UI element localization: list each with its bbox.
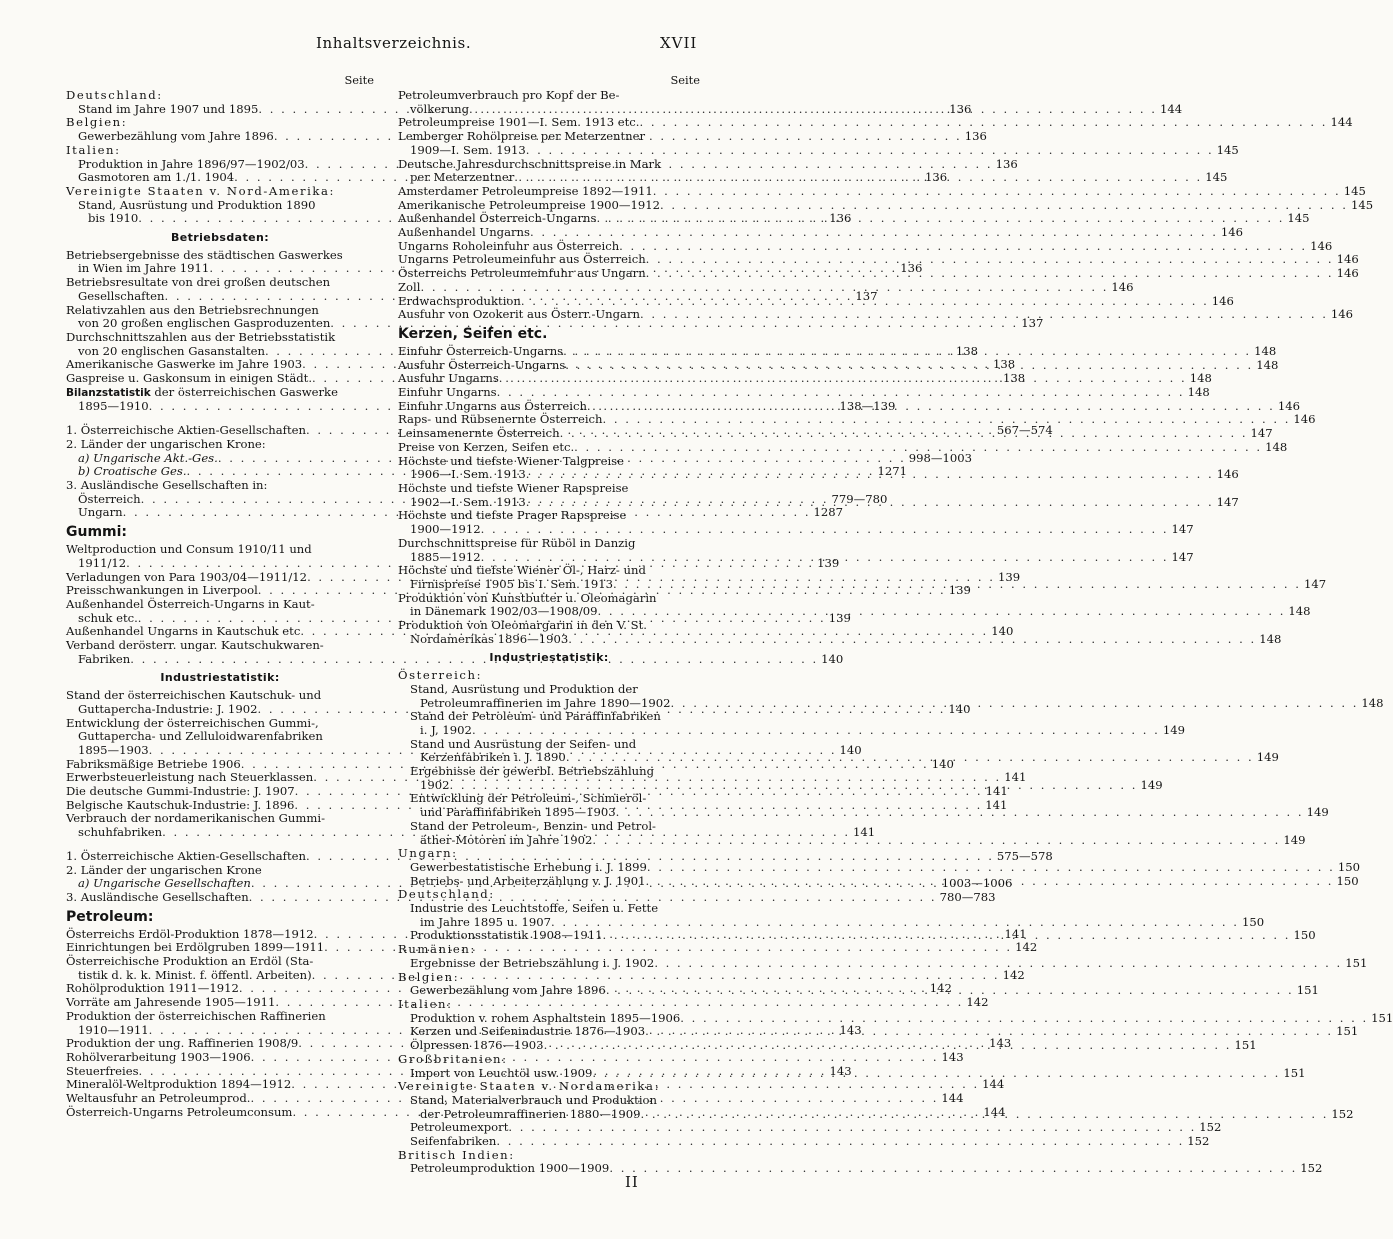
toc-entry-line: Stand der Petroleum- und Paraffinfabriken xyxy=(410,709,661,724)
toc-entry: Außenhandel Ungarns in Kautschuk etc . . . 140 xyxy=(66,625,374,639)
toc-entry: im Jahre 1895 u. 1907 . . . 150 xyxy=(398,916,700,930)
toc-entry: Kerzen und Seifenindustrie 1876—1903 . . . 151 xyxy=(398,1025,700,1039)
toc-entry: Einfuhr Ungarns . . . 148 xyxy=(398,386,700,400)
toc-entry-line: Stand der österreichischen Kautschuk- und xyxy=(66,688,322,703)
toc-entry: i. J, 1902 . . . 149 xyxy=(398,724,700,738)
section-country: Vereinigte Staaten v. Nordamerika: xyxy=(398,1079,661,1094)
toc-entry: Österreich-Ungarns Petroleumconsum . . . 144 xyxy=(66,1106,374,1120)
toc-entry: 1902—I. Sem. 1913 . . . 147 xyxy=(398,496,700,510)
toc-entry: Österreich . . . 779—780 xyxy=(66,493,374,507)
toc-entry: Amsterdamer Petroleumpreise 1892—1911 . . . 145 xyxy=(398,185,700,199)
toc-entry: Österreichs Petroleumeinfuhr aus Ungarn . . . 146 xyxy=(398,267,700,281)
toc-entry: Einfuhr Österreich-Ungarns . . . 148 xyxy=(398,345,700,359)
toc-entry-line: Stand, Materialverbrauch und Produktion xyxy=(410,1092,657,1107)
toc-entry: Gaspreise u. Gaskonsum in einigen Städt. . . . 138 xyxy=(66,372,374,386)
page-header xyxy=(0,34,763,58)
heading-petroleum: Petroleum: xyxy=(66,908,154,925)
toc-entry: Kerzenfabriken i. J. 1890 . . . 149 xyxy=(398,751,700,765)
toc-entry: Preisschwankungen in Liverpool . . . 139 xyxy=(66,584,374,598)
seite-label: Seite xyxy=(670,73,700,87)
toc-entry-line: Entwicklung der österreichischen Gummi-, xyxy=(66,715,319,730)
subheading-industriestatistik: Industriestatistik: xyxy=(489,651,609,665)
subheading-industriestatistik: Industriestatistik: xyxy=(160,671,280,685)
toc-entry: Betriebs- und Arbeiterzählung v. J. 1901 . . . 150 xyxy=(398,875,700,889)
toc-entry-line: Durchschnittszahlen aus der Betriebsstatistik xyxy=(66,329,336,344)
toc-entry: Petroleumpreise 1901—I. Sem. 1913 etc. . . . 144 xyxy=(398,116,700,130)
toc-entry: Ausfuhr von Ozokerit aus Österr.-Ungarn . . . 146 xyxy=(398,308,700,322)
toc-entry-line: Durchschnittspreise für Rüböl in Danzig xyxy=(398,535,636,550)
section-country: Ungarn: xyxy=(398,846,458,861)
toc-entry: Gewerbezählung vom Jahre 1896 . . . 136 xyxy=(66,130,374,144)
toc-entry: Fabriken . . . 140 xyxy=(66,653,374,667)
toc-entry: Zoll . . . 146 xyxy=(398,281,700,295)
page-title: Inhaltsverzeichnis. xyxy=(316,34,472,52)
heading-kerzen: Kerzen, Seifen etc. xyxy=(398,325,548,342)
toc-entry: 1. Österreichische Aktien-Gesellschaften . . . 567—574 xyxy=(66,424,374,438)
toc-entry: Amerikanische Gaswerke im Jahre 1903 . . . 138 xyxy=(66,358,374,372)
toc-entry: 1895—1903 . . . 140 xyxy=(66,744,374,758)
toc-entry: per Meterzentner . . . 145 xyxy=(398,171,700,185)
toc-entry-line: Entwicklung der Petroleum-, Schmieröl- xyxy=(410,791,647,806)
toc-entry: Steuerfreies . . . 143 xyxy=(66,1065,374,1079)
toc-entry: Ergebnisse der Betriebszählung i. J. 1902 . . . 151 xyxy=(398,957,700,971)
toc-entry: Die deutsche Gummi-Industrie: J. 1907 . . . 141 xyxy=(66,785,374,799)
toc-entry: Raps- und Rübsenernte Österreich . . . 146 xyxy=(398,413,700,427)
toc-entry-line: Höchste und tiefste Wiener Talgpreise xyxy=(398,453,624,468)
toc-entry: Einfuhr Ungarns aus Österreich . . . 146 xyxy=(398,400,700,414)
toc-entry: b) Croatische Ges. . . . 1271 xyxy=(66,465,374,479)
toc-entry: Außenhandel Österreich-Ungarns . . . 145 xyxy=(398,212,700,226)
section-country: Deutschland: xyxy=(66,88,163,102)
heading-gummi: Gummi: xyxy=(66,524,128,541)
toc-entry: Produktion v. rohem Asphaltstein 1895—1906 . . . 151 xyxy=(398,1012,700,1026)
toc-entry: Firnispreise 1905 bis I. Sem. 1913 . . . 147 xyxy=(398,578,700,592)
toc-entry-line: Höchste und tiefste Prager Rapspreise xyxy=(398,508,627,523)
toc-entry: Weltausfuhr an Petroleumprod. . . . 144 xyxy=(66,1092,374,1106)
toc-entry-line: Betriebsergebnisse des städtischen Gaswerkes xyxy=(66,247,343,262)
toc-entry: Ungarn . . . 1287 xyxy=(66,506,374,520)
signature-mark: II xyxy=(625,1173,639,1191)
seite-label: Seite xyxy=(344,73,374,87)
toc-entry: Gesellschaften . . . 137 xyxy=(66,290,374,304)
toc-entry: 1895—1910 . . . 138—139 xyxy=(66,400,374,414)
toc-entry-line: 2. Länder der ungarischen Krone xyxy=(66,862,262,877)
toc-entry: Petroleumproduktion 1900—1909 . . . 152 xyxy=(398,1162,700,1176)
section-country: Italien: xyxy=(66,142,121,157)
toc-entry: Produktion in Jahre 1896/97—1902/03 . . . 136 xyxy=(66,158,374,172)
toc-entry-line: Höchste und tiefste Wiener Öl-, Harz- und xyxy=(398,563,646,578)
toc-entry: 1. Österreichische Aktien-Gesellschaften . . . 575—578 xyxy=(66,850,374,864)
toc-entry: Gasmotoren am 1./1. 1904 . . . 136 xyxy=(66,171,374,185)
toc-entry: Produktionsstatistik 1908—1911 . . . 150 xyxy=(398,929,700,943)
toc-entry: Außenhandel Ungarns . . . 146 xyxy=(398,226,700,240)
toc-entry: Petroleumexport . . . 152 xyxy=(398,1121,700,1135)
toc-entry: Belgische Kautschuk-Industrie: J. 1896 . . . 141 xyxy=(66,799,374,813)
toc-entry: tistik d. k. k. Minist. f. öffentl. Arbeiten) . . . 142 xyxy=(66,969,374,983)
toc-entry-line: Weltproduction und Consum 1910/11 und xyxy=(66,542,312,557)
toc-entry: Leinsamenernte Österreich . . . 147 xyxy=(398,427,700,441)
toc-entry: 1902 . . . 149 xyxy=(398,779,700,793)
toc-entry: Erwerbsteuerleistung nach Steuerklassen . . . 141 xyxy=(66,771,374,785)
section-country: Österreich: xyxy=(398,668,483,683)
toc-entry: 1909—I. Sem. 1913 . . . 145 xyxy=(398,144,700,158)
toc-entry-line: Bilanzstatistik der österreichischen Gaswerke xyxy=(66,384,338,399)
toc-entry-line: Stand, Ausrüstung und Produktion der xyxy=(410,681,638,696)
toc-entry: schuhfabriken . . . 141 xyxy=(66,826,374,840)
toc-entry: Produktion der ung. Raffinerien 1908/9 . . . 143 xyxy=(66,1037,374,1051)
toc-entry: Ölpressen 1876—1903 . . . 151 xyxy=(398,1039,700,1053)
toc-entry-line: Produktion von Oleomargarin in den V. St. xyxy=(398,618,647,633)
section-country: Britisch Indien: xyxy=(398,1147,515,1162)
toc-entry: Preise von Kerzen, Seifen etc. . . . 148 xyxy=(398,441,700,455)
subheading-betriebsdaten: Betriebsdaten: xyxy=(170,231,270,245)
toc-entry-line: Petroleumverbrauch pro Kopf der Be- xyxy=(398,88,620,102)
toc-entry-line: Deutsche Jahresdurchschnittspreise in Mark xyxy=(398,156,662,171)
page-number: XVII xyxy=(660,34,698,52)
toc-entry-line: Verbrauch der nordamerikanischen Gummi- xyxy=(66,811,326,826)
toc-entry: 3. Ausländische Gesellschaften . . . 780—783 xyxy=(66,891,374,905)
toc-entry-line: Österreichische Produktion an Erdöl (Sta- xyxy=(66,954,314,969)
toc-entry: Vorräte am Jahresende 1905—1911 . . . 142 xyxy=(66,996,374,1010)
toc-entry: Seifenfabriken . . . 152 xyxy=(398,1135,700,1149)
toc-entry: von 20 englischen Gasanstalten . . . 138 xyxy=(66,345,374,359)
toc-entry-line: Produktion von Kunstbutter u. Oleomagarin xyxy=(398,590,657,605)
toc-entry: 1900—1912 . . . 147 xyxy=(398,523,700,537)
toc-entry: äther-Motoren im Jahre 1902 . . . 149 xyxy=(398,834,700,848)
section-country: Belgien: xyxy=(398,969,460,984)
toc-entry-line: Ergebnisse der gewerbl. Betriebszählung xyxy=(410,764,655,779)
toc-entry: 1885—1912 . . . 147 xyxy=(398,551,700,565)
toc-entry: Fabriksmäßige Betriebe 1906 . . . 140 xyxy=(66,758,374,772)
toc-entry: Rohölverarbeitung 1903—1906 . . . 143 xyxy=(66,1051,374,1065)
toc-entry: Einrichtungen bei Erdölgruben 1899—1911 . . . 142 xyxy=(66,941,374,955)
toc-entry-line: Guttapercha- und Zelluloidwarenfabriken xyxy=(78,729,323,744)
toc-entry: Import von Leuchtöl usw. 1909 . . . 151 xyxy=(398,1067,700,1081)
toc-entry: Verladungen von Para 1903/04—1911/12 . . . 139 xyxy=(66,571,374,585)
toc-entry: der Petroleumraffinerien 1880—1909 . . . 152 xyxy=(398,1108,700,1122)
toc-entry: Mineralöl-Weltproduktion 1894—1912 . . . 144 xyxy=(66,1078,374,1092)
toc-entry: Österreichs Erdöl-Produktion 1878—1912 . . . 141 xyxy=(66,928,374,942)
toc-entry-line: Lemberger Rohölpreise per Meterzentner xyxy=(398,129,646,144)
toc-entry-line: Betriebsresultate von drei großen deutschen xyxy=(66,275,331,290)
toc-entry: a) Ungarische Akt.-Ges. . . . 998—1003 xyxy=(66,452,374,466)
toc-entry: Guttapercha-Industrie: J. 1902 . . . 140 xyxy=(66,703,374,717)
toc-entry: und Paraffinfabriken 1895—1903 . . . 149 xyxy=(398,806,700,820)
toc-entry: völkerung . . . 144 xyxy=(398,103,700,117)
toc-entry-line: Außenhandel Österreich-Ungarns in Kaut- xyxy=(66,596,315,611)
section-country: Rumänien: xyxy=(398,942,476,957)
toc-entry-line: Relativzahlen aus den Betriebsrechnungen xyxy=(66,302,319,317)
section-country: Italien: xyxy=(398,997,453,1011)
toc-entry-line: 2. Länder der ungarischen Krone: xyxy=(66,436,266,451)
section-country: Vereinigte Staaten v. Nord-Amerika: xyxy=(66,183,336,198)
toc-entry: Ausfuhr Ungarns . . . 148 xyxy=(398,372,700,386)
section-country: Großbritanien: xyxy=(398,1051,508,1066)
toc-entry: von 20 großen englischen Gasproduzenten . . . 137 xyxy=(66,317,374,331)
toc-entry: in Dänemark 1902/03—1908/09 . . . 148 xyxy=(398,605,700,619)
toc-entry: 1910—1911 . . . 143 xyxy=(66,1024,374,1038)
toc-entry-line: Höchste und tiefste Wiener Rapspreise xyxy=(398,480,629,495)
toc-entry-line: Verband derösterr. ungar. Kautschukwaren- xyxy=(66,638,324,653)
toc-entry: Erdwachsproduktion . . . 146 xyxy=(398,295,700,309)
toc-entry: bis 1910 . . . 136 xyxy=(66,212,374,226)
toc-entry: Ungarns Petroleumeinfuhr aus Österreich . . . 146 xyxy=(398,253,700,267)
toc-entry: Amerikanische Petroleumpreise 1900—1912 . . . 145 xyxy=(398,199,700,213)
toc-entry-line: Industrie des Leuchtstoffe, Seifen u. Fette xyxy=(410,901,659,916)
section-country: Belgien: xyxy=(66,115,128,130)
toc-entry: 1911/12 . . . 139 xyxy=(66,557,374,571)
toc-entry-line: Stand, Ausrüstung und Produktion 1890 xyxy=(78,197,316,212)
toc-entry: Gewerbezählung vom Jahre 1896 . . . 151 xyxy=(398,984,700,998)
toc-entry: Ausfuhr Österreich-Ungarns . . . 148 xyxy=(398,359,700,373)
toc-entry-line: Stand der Petroleum-, Benzin- und Petrol- xyxy=(410,818,656,833)
toc-entry: Rohölproduktion 1911—1912 . . . 142 xyxy=(66,982,374,996)
toc-entry: a) Ungarische Gesellschaften . . . 1003—1006 xyxy=(66,877,374,891)
toc-entry: schuk etc. . . . 139 xyxy=(66,612,374,626)
toc-entry: Gewerbestatistische Erhebung i. J. 1899 . . . 150 xyxy=(398,861,700,875)
section-country: Deutschland: xyxy=(398,887,495,902)
toc-entry-line: Stand und Ausrüstung der Seifen- und xyxy=(410,736,637,751)
toc-entry: 1906—I. Sem. 1913 . . . 146 xyxy=(398,468,700,482)
toc-entry-line: 3. Ausländische Gesellschaften in: xyxy=(66,477,268,492)
toc-entry: Petroleumraffinerien im Jahre 1890—1902 . . . 148 xyxy=(398,697,700,711)
toc-entry: Stand im Jahre 1907 und 1895 . . . 136 xyxy=(66,103,374,117)
toc-entry: Nordamerikas 1896—1903 . . . 148 xyxy=(398,633,700,647)
toc-entry: in Wien im Jahre 1911 . . . 136 xyxy=(66,262,374,276)
toc-entry-line: Produktion der österreichischen Raffinerien xyxy=(66,1008,326,1023)
toc-entry: Ungarns Roholeinfuhr aus Österreich . . . 146 xyxy=(398,240,700,254)
